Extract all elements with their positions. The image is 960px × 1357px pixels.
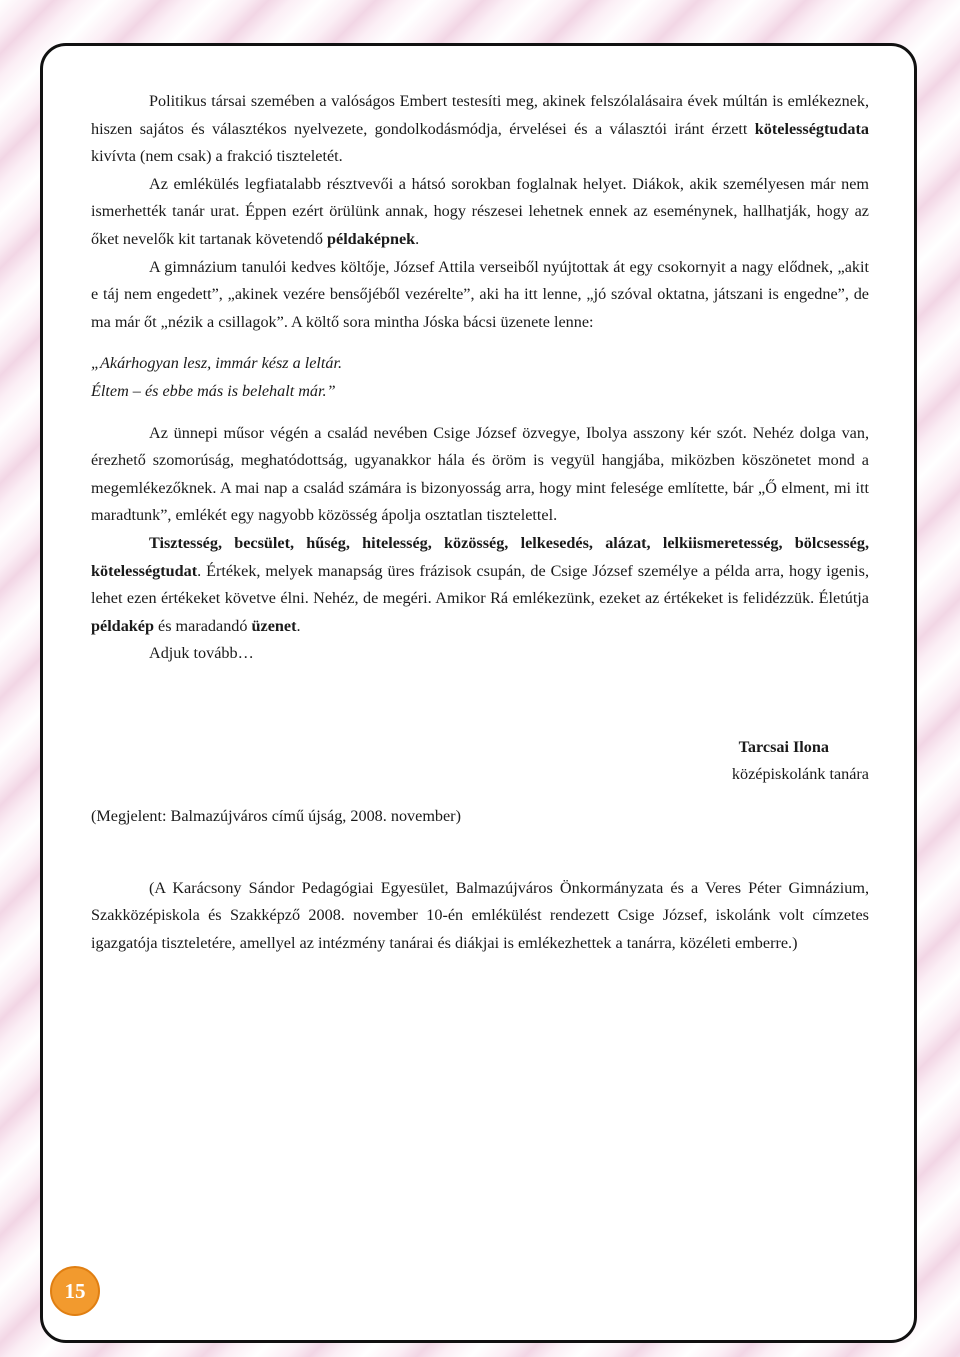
paragraph-4: Az ünnepi műsor végén a család nevében Csige József özvegye, Ibolya asszony kér szót. Nehéz dolga van, érezhető szomorúság, meghatódottság, ugyanakkor hála és öröm is vegyül hangjába, miközben köszönetet mond a megemlékezőknek. A mai nap a család számára is bizonyosság arra, hogy mint felesége említette, bár „Ő elment, mi itt maradtunk”, emlékét egy nagyobb közösség ápolja osztatlan tisztelettel. xyxy=(91,423,869,525)
paragraph-2 xyxy=(91,171,869,254)
article-body xyxy=(91,88,869,957)
poem-line-1: „Akárhogyan lesz, immár kész a leltár. xyxy=(91,354,343,373)
bold-term: kötelességtudata xyxy=(754,119,869,138)
paragraph-3: A gimnázium tanulói kedves költője, József Attila verseiből nyújtottak át egy csokornyit a nagy elődnek, „akit e táj nem engedett”, „akinek vezére bensőjéből vezérelte”, aki ha itt lenne, „jó szóval oktatna, játszani is engedne”, de ma már őt „nézik a csillagok”. A költő sora mintha Jóska bácsi üzenete lenne: xyxy=(91,257,869,331)
paragraph-6: Adjuk tovább… xyxy=(149,644,254,663)
author-name: Tarcsai Ilona xyxy=(738,737,829,756)
text-run: . xyxy=(415,229,420,248)
text-run: . Értékek, melyek manapság üres frázisok csupán, de Csige József személye a példa arra, hogy igenis, lehet ezen értékeket követve élni. Nehéz, de megéri. Amikor Rá emlékezünk, ezeket az értékeket is felidézzük. Életútja xyxy=(91,561,869,608)
bold-term: példaképnek xyxy=(327,229,416,248)
text-run: Politikus társai szemében a valóságos Embert testesíti meg, akinek felszólalásaira évek múltán is emlékeznek, hiszen sajátos és választékos nyelvezete, gondolkodásmódja, érvelései és a választói iránt érzett xyxy=(91,92,869,138)
event-note: (A Karácsony Sándor Pedagógiai Egyesület, Balmazújváros Önkormányzata és a Veres Péter Gimnázium, Szakközépiskola és Szakképző 2008. november 10-én emlékülést rendezett Csige József, iskolánk volt címzetes igazgatója tiszteletére, amellyel az intézmény tanárai és diákjai is emlékezhettek a tanárra, közéleti emberre.) xyxy=(91,878,869,952)
text-run: Az emlékülés legfiatalabb résztvevői a hátsó sorokban foglalnak helyet. Diákok, akik személyesen már nem ismerhették tanár urat. Éppen ezért örülünk annak, hogy részesei lehetnek ennek az eseménynek, hallhatják, hogy az őket nevelők kit tartanak követendő xyxy=(91,174,869,248)
paragraph-5 xyxy=(91,530,869,640)
bold-term: példakép xyxy=(91,616,154,635)
text-run: és maradandó xyxy=(153,616,252,635)
paragraph-1 xyxy=(91,88,869,171)
signature-block xyxy=(91,734,869,789)
page-number-badge: 15 xyxy=(50,1266,100,1316)
poem-quote xyxy=(91,350,869,405)
text-run: . xyxy=(296,616,301,635)
author-role: középiskolánk tanára xyxy=(731,765,869,784)
text-run: kivívta (nem csak) a frakció tiszteletét. xyxy=(91,147,343,166)
values-list: Tisztesség, becsület, hűség, hitelesség, közösség, lelkesedés, alázat, lelkiismeretesség, bölcsesség, kötelességtudat xyxy=(91,533,869,580)
publication-note: (Megjelent: Balmazújváros című újság, 2008. november) xyxy=(91,807,461,826)
poem-line-2: Éltem – és ebbe más is belehalt már.” xyxy=(91,381,336,400)
bold-term: üzenet xyxy=(251,616,297,635)
